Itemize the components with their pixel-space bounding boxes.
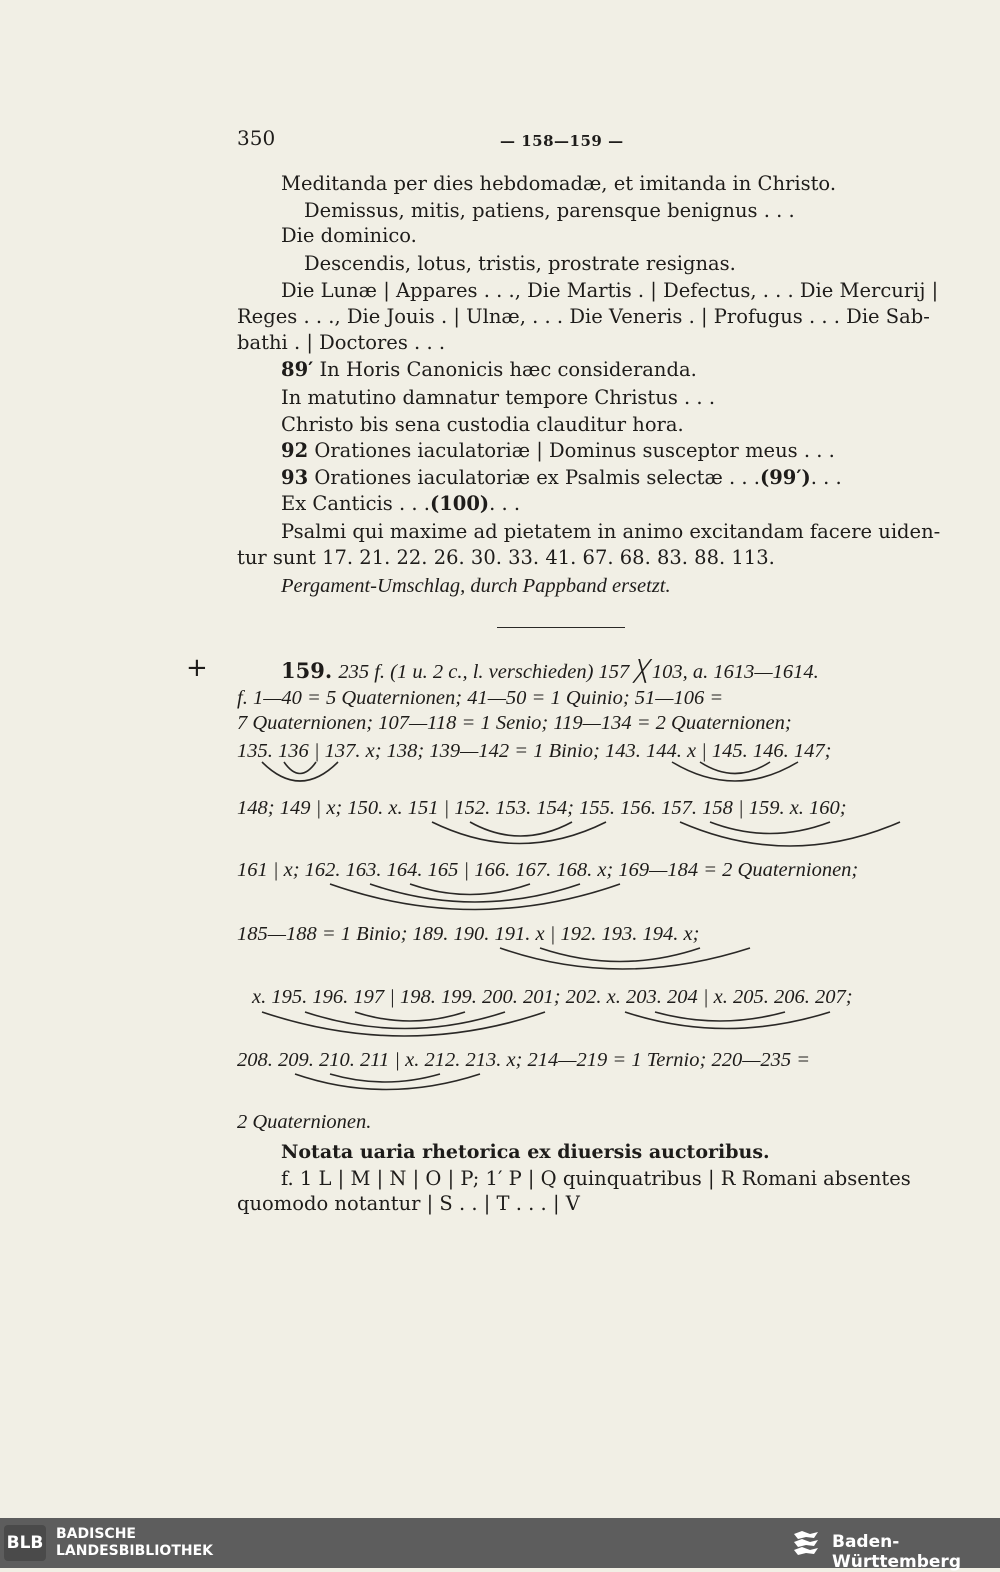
text-line: Meditanda per dies hebdomadæ, et imitanda in Christo. — [281, 172, 837, 195]
folio-number: 89′ — [281, 358, 314, 381]
quire-bracket — [470, 822, 572, 836]
text-line: Die Lunæ | Appares . . ., Die Martis . | Defectus, . . . Die Mercurij | — [281, 279, 939, 302]
text-line: In matutino damnatur tempore Christus . . . — [281, 386, 716, 409]
line-text: 235 f. (1 u. 2 c., l. verschieden) 157 ╳ 103, a. 1613—1614. — [338, 661, 819, 683]
text-line: 135. 136 | 137. x; 138; 139—142 = 1 Binio; 143. 144. x | 145. 146. 147; — [237, 740, 832, 762]
line-text: In Horis Canonicis hæc consideranda. — [319, 358, 697, 381]
footer-bar — [0, 1518, 1000, 1572]
line-text: Ex Canticis . . . — [281, 492, 430, 515]
text-line: 185—188 = 1 Binio; 189. 190. 191. x | 192. 193. 194. x; — [237, 923, 700, 945]
text-line: 208. 209. 210. 211 | x. 212. 213. x; 214—219 = 1 Ternio; 220—235 = — [237, 1049, 811, 1071]
folio-ref: (99′) — [760, 466, 811, 489]
quire-bracket — [700, 762, 770, 774]
text-line: Psalmi qui maxime ad pietatem in animo excitandam facere uiden- — [281, 520, 941, 543]
line-text: Orationes iaculatoriæ | Dominus susceptor meus . . . — [314, 439, 835, 462]
entry-number: 159. — [281, 658, 333, 683]
quire-bracket — [410, 884, 530, 895]
text-line: Die dominico. — [281, 224, 417, 247]
quire-bracket — [355, 1012, 465, 1021]
quire-bracket — [284, 762, 316, 774]
text-line: Demissus, mitis, patiens, parensque benignus . . . — [304, 199, 795, 222]
text-line: quomodo notantur | S . . | T . . . | V — [237, 1192, 580, 1215]
quire-bracket — [262, 762, 338, 781]
line-text: . . . — [810, 466, 842, 489]
text-line: Descendis, lotus, tristis, prostrate resignas. — [304, 252, 736, 275]
quire-bracket — [710, 822, 830, 834]
quire-bracket — [370, 884, 580, 902]
text-line: Reges . . ., Die Jouis . | Ulnæ, . . . Die Veneris . | Profugus . . . Die Sab- — [237, 305, 930, 328]
quire-bracket — [330, 884, 620, 910]
quire-bracket — [655, 1012, 785, 1021]
state-name[interactable]: Baden-Württemberg — [832, 1532, 961, 1572]
quire-bracket — [680, 822, 900, 846]
library-name-line: BADISCHE — [56, 1526, 136, 1542]
quire-bracket — [500, 948, 750, 969]
folio-number: 93 — [281, 466, 309, 489]
line-text: Orationes iaculatoriæ ex Psalmis selectæ . . . — [314, 466, 760, 489]
blb-logo[interactable]: BLB — [4, 1525, 46, 1561]
margin-plus-mark: + — [186, 653, 208, 683]
folio-ref: (100) — [429, 492, 490, 515]
text-line: Christo bis sena custodia clauditur hora. — [281, 413, 684, 436]
text-line: 148; 149 | x; 150. x. 151 | 152. 153. 154; 155. 156. 157. 158 | 159. x. 160; — [237, 797, 847, 819]
lion-crest-icon — [790, 1528, 822, 1558]
text-line: f. 1—40 = 5 Quaternionen; 41—50 = 1 Quinio; 51—106 = — [237, 687, 724, 709]
text-line: f. 1 L | M | N | O | P; 1′ P | Q quinquatribus | R Romani absentes — [281, 1167, 911, 1190]
quire-bracket — [540, 948, 700, 962]
text-line: 2 Quaternionen. — [237, 1111, 372, 1133]
running-head: — 158—159 — — [500, 132, 624, 150]
quire-bracket — [432, 822, 606, 844]
library-name[interactable] — [56, 1526, 213, 1560]
text-line: 7 Quaternionen; 107—118 = 1 Senio; 119—134 = 2 Quaternionen; — [237, 712, 792, 734]
text-line: Pergament-Umschlag, durch Pappband ersetzt. — [281, 575, 671, 597]
text-line: x. 195. 196. 197 | 198. 199. 200. 201; 202. x. 203. 204 | x. 205. 206. 207; — [252, 986, 853, 1008]
page-number: 350 — [237, 126, 276, 150]
text-line: tur sunt 17. 21. 22. 26. 30. 33. 41. 67. 68. 83. 88. 113. — [237, 546, 775, 569]
text-line: 161 | x; 162. 163. 164. 165 | 166. 167. 168. x; 169—184 = 2 Quaternionen; — [237, 859, 859, 881]
folio-number: 92 — [281, 439, 309, 462]
text-line: bathi . | Doctores . . . — [237, 331, 446, 354]
quire-bracket — [672, 762, 798, 781]
line-text: . . . — [489, 492, 521, 515]
library-name-line: LANDESBIBLIOTHEK — [56, 1543, 214, 1559]
quire-bracket — [330, 1074, 440, 1082]
section-title: Notata uaria rhetorica ex diuersis auctoribus. — [281, 1141, 770, 1163]
quire-bracket — [262, 1012, 545, 1036]
